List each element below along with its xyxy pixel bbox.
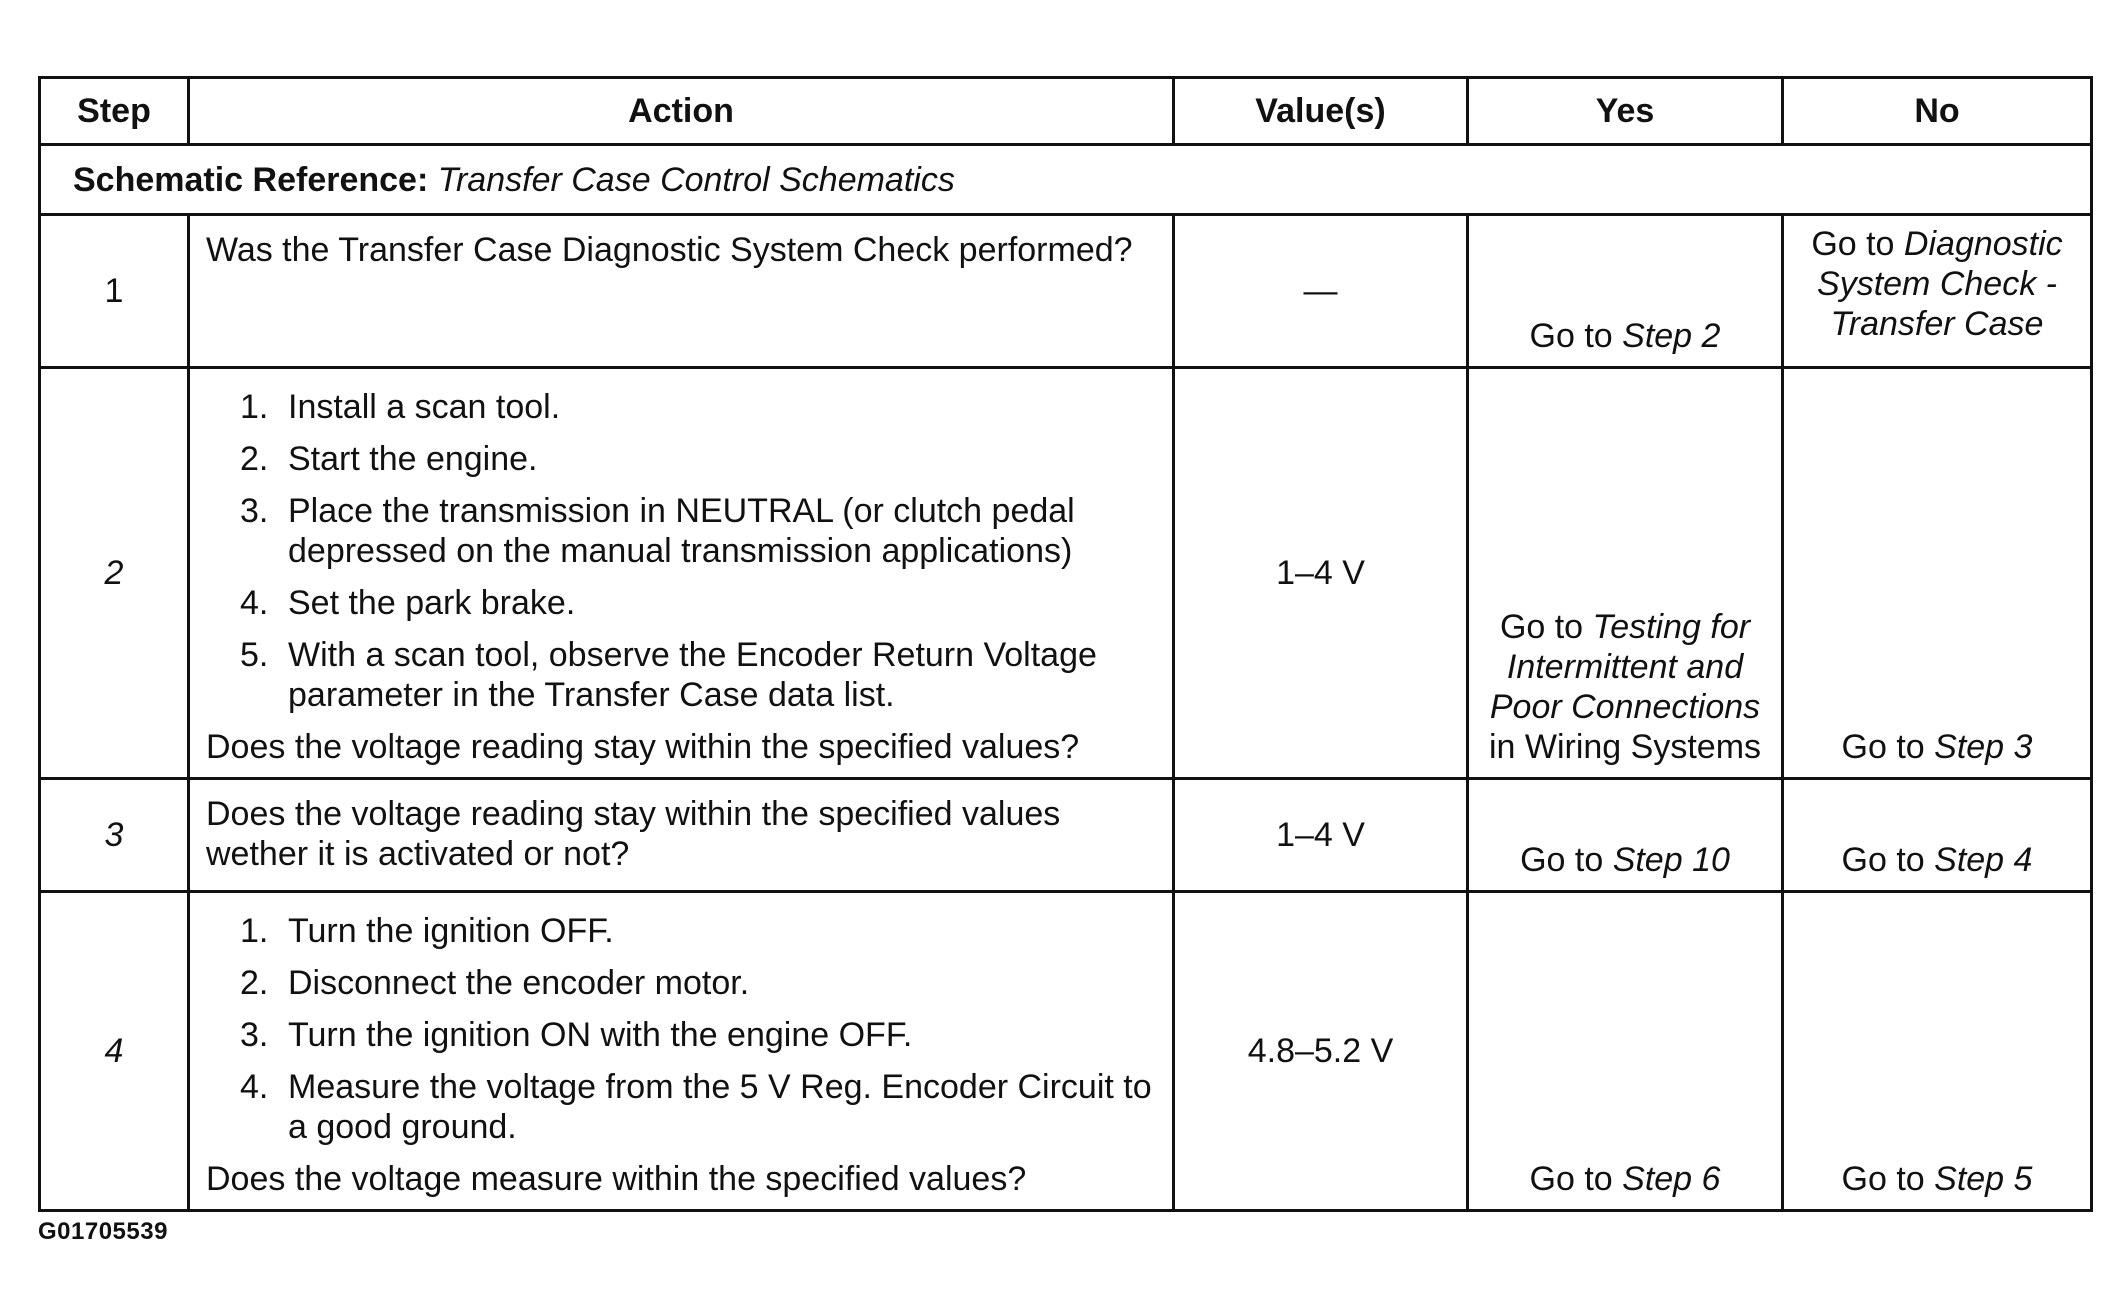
action-step-number: 3.: [240, 492, 269, 530]
yes-prefix: Go to: [1529, 317, 1623, 355]
action-step-text: Disconnect the encoder motor.: [288, 964, 750, 1002]
action-step: [206, 1015, 1158, 1055]
header-step: Step: [40, 78, 189, 145]
yes-cell: [1468, 368, 1783, 779]
value-cell: 1–4 V: [1174, 368, 1468, 779]
step-number: 4: [40, 892, 189, 1211]
schematic-reference-link[interactable]: Transfer Case Control Schematics: [437, 160, 955, 199]
action-step-number: 2.: [240, 440, 269, 478]
yes-link[interactable]: Step 6: [1622, 1160, 1721, 1198]
header-yes: Yes: [1468, 78, 1783, 145]
action-step: [206, 583, 1158, 623]
table-row: [40, 892, 2092, 1211]
no-link[interactable]: Step 4: [1934, 841, 2033, 879]
action-step-text: Set the park brake.: [288, 584, 576, 622]
no-prefix: Go to: [1841, 728, 1935, 766]
action-step-text: Place the transmission in NEUTRAL (or clutch pedal depressed on the manual transmission applications): [288, 492, 1075, 570]
action-step-number: 4.: [240, 584, 269, 622]
action-step-text: Start the engine.: [288, 440, 538, 478]
value-cell: 4.8–5.2 V: [1174, 892, 1468, 1211]
step-number: 1: [40, 215, 189, 368]
value-cell: 1–4 V: [1174, 779, 1468, 892]
yes-prefix: Go to: [1499, 608, 1593, 646]
action-cell: [189, 215, 1174, 368]
figure-id: G01705539: [38, 1218, 168, 1245]
yes-suffix: in Wiring Systems: [1488, 728, 1762, 766]
step-number: 3: [40, 779, 189, 892]
action-step: [206, 1067, 1158, 1147]
diagnostic-table: [38, 76, 2093, 1212]
action-step: [206, 635, 1158, 715]
table-row: [40, 215, 2092, 368]
action-cell: [189, 368, 1174, 779]
yes-link[interactable]: Step 2: [1622, 317, 1721, 355]
action-steps-list: [206, 383, 1158, 715]
action-steps-list: [206, 907, 1158, 1147]
yes-prefix: Go to: [1529, 1160, 1623, 1198]
yes-prefix: Go to: [1520, 841, 1613, 879]
action-step-text: Measure the voltage from the 5 V Reg. Encoder Circuit to a good ground.: [288, 1068, 1152, 1146]
action-step-text: Install a scan tool.: [288, 388, 561, 426]
action-question: Does the voltage reading stay within the specified values?: [206, 728, 1080, 766]
action-question: Does the voltage measure within the specified values?: [206, 1160, 1027, 1198]
action-step-number: 3.: [240, 1016, 269, 1054]
value-cell: —: [1174, 215, 1468, 368]
action-step: [206, 387, 1158, 427]
action-step-number: 2.: [240, 964, 269, 1002]
action-step-text: Turn the ignition OFF.: [288, 912, 614, 950]
yes-cell: [1468, 892, 1783, 1211]
action-question: Does the voltage reading stay within the specified values wether it is activated or not?: [206, 795, 1061, 873]
no-prefix: Go to: [1841, 841, 1935, 879]
action-step-number: 4.: [240, 1068, 269, 1106]
action-step-number: 5.: [240, 636, 269, 674]
table-row: [40, 368, 2092, 779]
header-no: No: [1783, 78, 2092, 145]
action-question: Was the Transfer Case Diagnostic System Check performed?: [206, 231, 1133, 269]
no-link[interactable]: Step 5: [1934, 1160, 2033, 1198]
action-step-number: 1.: [240, 388, 269, 426]
yes-link[interactable]: Step 10: [1612, 841, 1730, 879]
step-number: 2: [40, 368, 189, 779]
header-row: [40, 78, 2092, 145]
no-cell: [1783, 779, 2092, 892]
action-step: [206, 963, 1158, 1003]
action-step: [206, 491, 1158, 571]
header-action: Action: [189, 78, 1174, 145]
no-link[interactable]: Diagnostic System Check - Transfer Case: [1817, 225, 2063, 343]
no-cell: [1783, 368, 2092, 779]
schematic-reference-cell: [40, 145, 2092, 215]
yes-cell: [1468, 779, 1783, 892]
yes-cell: [1468, 215, 1783, 368]
table-row: [40, 779, 2092, 892]
action-step-number: 1.: [240, 912, 269, 950]
action-cell: [189, 779, 1174, 892]
no-prefix: Go to: [1811, 225, 1904, 263]
action-step-text: With a scan tool, observe the Encoder Return Voltage parameter in the Transfer Case data list.: [288, 636, 1097, 714]
action-step: [206, 911, 1158, 951]
no-cell: [1783, 215, 2092, 368]
schematic-reference-row: [40, 145, 2092, 215]
yes-link[interactable]: Testing for Intermittent and Poor Connections: [1489, 608, 1761, 726]
action-step-text: Turn the ignition ON with the engine OFF.: [288, 1016, 913, 1054]
header-values: Value(s): [1174, 78, 1468, 145]
no-cell: [1783, 892, 2092, 1211]
action-cell: [189, 892, 1174, 1211]
no-prefix: Go to: [1841, 1160, 1935, 1198]
schematic-reference-label: Schematic Reference:: [73, 160, 429, 199]
action-step: [206, 439, 1158, 479]
no-link[interactable]: Step 3: [1934, 728, 2033, 766]
